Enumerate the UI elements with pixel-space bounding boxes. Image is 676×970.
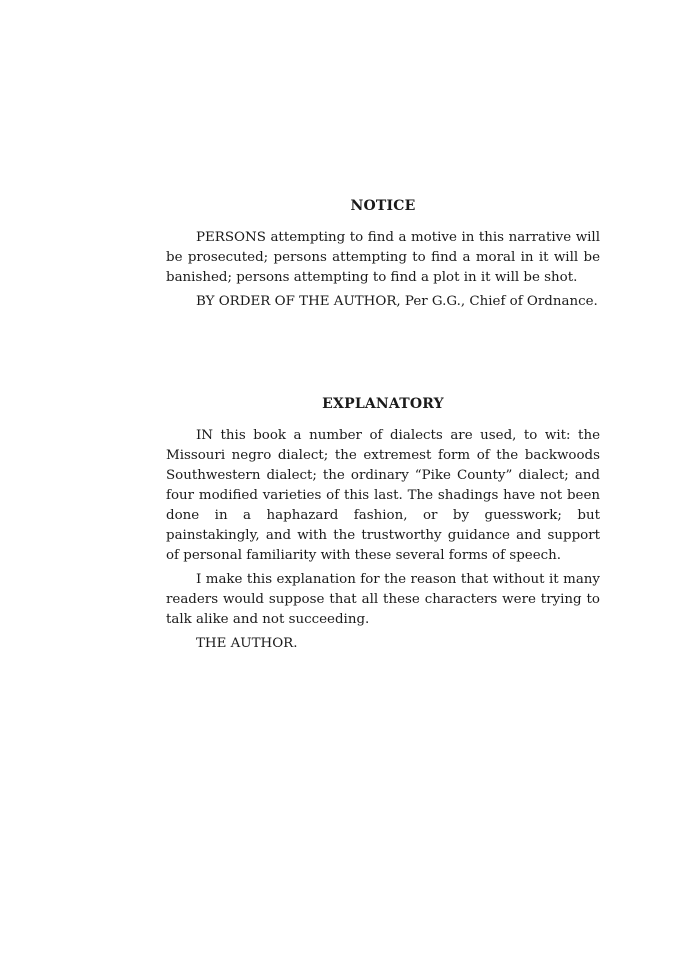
notice-paragraph: PERSONS attempting to find a motive in this narrative will be prosecuted; persons attempting to find a moral in it will be banished; persons attempting to find a plot in it will be shot. <box>166 230 600 285</box>
explanatory-section <box>166 396 600 654</box>
notice-order: BY ORDER OF THE AUTHOR, Per G.G., Chief of Ordnance. <box>196 294 598 309</box>
notice-section <box>166 198 600 312</box>
author-signature: THE AUTHOR. <box>196 636 298 651</box>
explanatory-heading: EXPLANATORY <box>322 396 444 412</box>
notice-heading: NOTICE <box>350 198 416 214</box>
explanatory-paragraph-2: I make this explanation for the reason that without it many readers would suppose that all these characters were trying to talk alike and not succeeding. <box>166 572 600 627</box>
explanatory-paragraph-1: IN this book a number of dialects are used, to wit: the Missouri negro dialect; the extremest form of the backwoods Southwestern dialect; the ordinary “Pike County” dialect; and four modified varieties of this last. The shadings have not been done in a haphazard fashion, or by guesswork; but painstakingly, and with the trustworthy guidance and support of personal familiarity with these several forms of speech. <box>166 428 600 563</box>
